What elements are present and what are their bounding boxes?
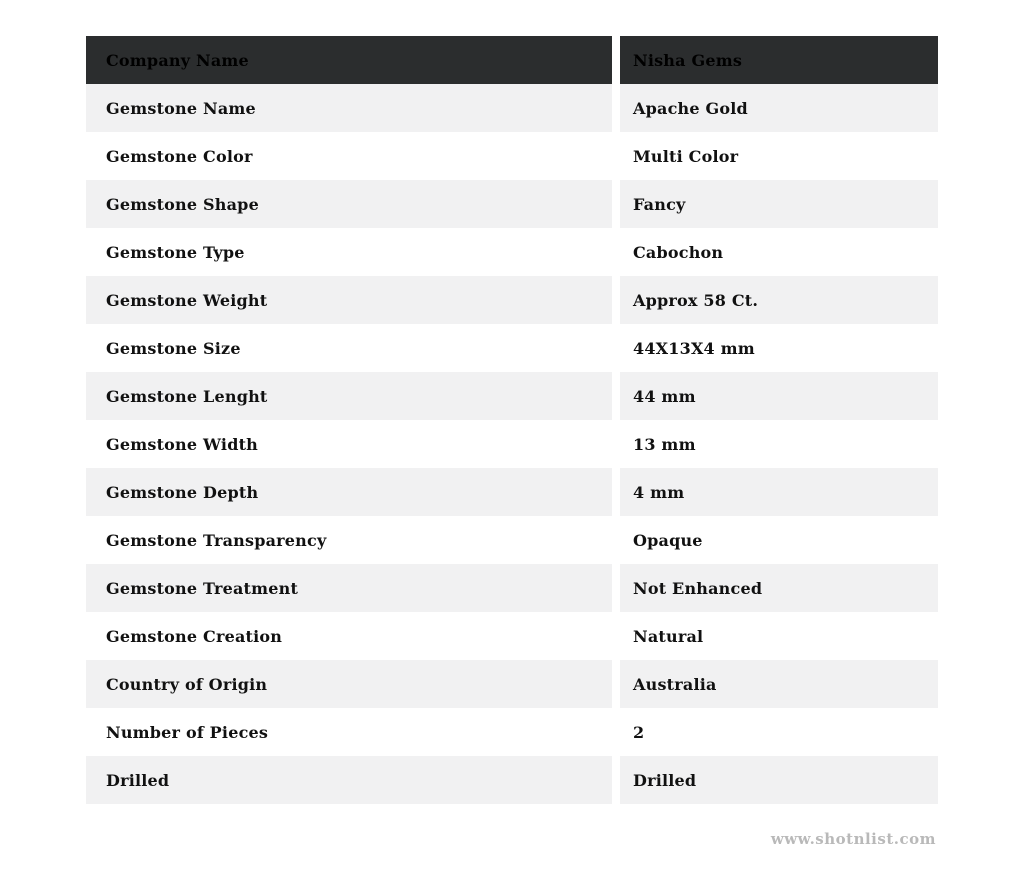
row-value: Natural xyxy=(620,612,938,660)
row-label: Gemstone Lenght xyxy=(86,372,612,420)
row-label: Drilled xyxy=(86,756,612,804)
table-row xyxy=(86,132,938,180)
table-row xyxy=(86,324,938,372)
gemstone-spec-table xyxy=(86,36,938,804)
row-value: 44 mm xyxy=(620,372,938,420)
table-row xyxy=(86,516,938,564)
table-row xyxy=(86,180,938,228)
row-label: Gemstone Transparency xyxy=(86,516,612,564)
table-row xyxy=(86,420,938,468)
site-watermark: www.shotnlist.com xyxy=(770,830,936,848)
row-label: Gemstone Size xyxy=(86,324,612,372)
row-value: Australia xyxy=(620,660,938,708)
header-value-cell: Nisha Gems xyxy=(620,36,938,84)
row-label: Gemstone Creation xyxy=(86,612,612,660)
row-value: Not Enhanced xyxy=(620,564,938,612)
table-row xyxy=(86,756,938,804)
table-row xyxy=(86,276,938,324)
row-label: Gemstone Width xyxy=(86,420,612,468)
row-label: Number of Pieces xyxy=(86,708,612,756)
row-label: Gemstone Type xyxy=(86,228,612,276)
row-label: Gemstone Name xyxy=(86,84,612,132)
row-value: Opaque xyxy=(620,516,938,564)
row-label: Gemstone Treatment xyxy=(86,564,612,612)
row-label: Country of Origin xyxy=(86,660,612,708)
table-row xyxy=(86,660,938,708)
row-value: Apache Gold xyxy=(620,84,938,132)
table-row xyxy=(86,612,938,660)
table-row xyxy=(86,468,938,516)
table-row xyxy=(86,228,938,276)
table-row xyxy=(86,372,938,420)
table-row xyxy=(86,708,938,756)
table-header-row xyxy=(86,36,938,84)
row-value: 44X13X4 mm xyxy=(620,324,938,372)
table-row xyxy=(86,564,938,612)
row-value: Multi Color xyxy=(620,132,938,180)
row-label: Gemstone Depth xyxy=(86,468,612,516)
row-value: Fancy xyxy=(620,180,938,228)
row-value: Drilled xyxy=(620,756,938,804)
row-value: 2 xyxy=(620,708,938,756)
row-value: 13 mm xyxy=(620,420,938,468)
table-body xyxy=(86,84,938,804)
row-label: Gemstone Shape xyxy=(86,180,612,228)
row-label: Gemstone Weight xyxy=(86,276,612,324)
table-row xyxy=(86,84,938,132)
row-value: Approx 58 Ct. xyxy=(620,276,938,324)
header-label-cell: Company Name xyxy=(86,36,612,84)
row-label: Gemstone Color xyxy=(86,132,612,180)
row-value: Cabochon xyxy=(620,228,938,276)
row-value: 4 mm xyxy=(620,468,938,516)
